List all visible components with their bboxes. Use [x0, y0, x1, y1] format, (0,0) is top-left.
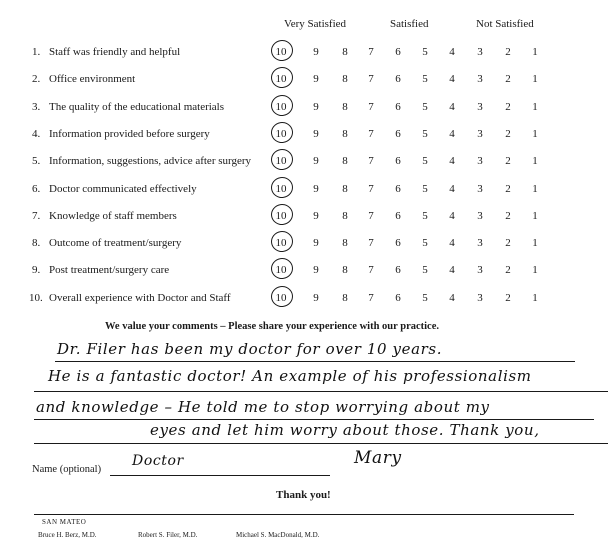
score-option-2[interactable]: 2: [505, 46, 511, 58]
score-option-6[interactable]: 6: [395, 101, 401, 113]
score-option-8[interactable]: 8: [342, 73, 348, 85]
satisfied-label: Satisfied: [390, 18, 429, 30]
rating-row: [0, 292, 612, 314]
doctor-name-3: Michael S. MacDonald, M.D.: [236, 531, 320, 539]
score-option-4[interactable]: 4: [449, 210, 455, 222]
score-option-2[interactable]: 2: [505, 183, 511, 195]
score-option-3[interactable]: 3: [477, 73, 483, 85]
item-label: Knowledge of staff members: [49, 210, 177, 222]
rating-row: [0, 101, 612, 123]
score-option-9[interactable]: 9: [313, 264, 319, 276]
item-label: Information, suggestions, advice after surgery: [49, 155, 252, 167]
score-option-4[interactable]: 4: [449, 183, 455, 195]
item-number: 6.: [32, 183, 41, 195]
score-option-6[interactable]: 6: [395, 155, 401, 167]
item-label: Staff was friendly and helpful: [49, 46, 181, 58]
score-option-3[interactable]: 3: [477, 101, 483, 113]
score-option-7[interactable]: 7: [368, 183, 374, 195]
rating-row: [0, 46, 612, 68]
score-option-7[interactable]: 7: [368, 264, 374, 276]
thank-you: Thank you!: [276, 489, 331, 501]
score-option-9[interactable]: 9: [313, 46, 319, 58]
score-option-10[interactable]: 10: [275, 210, 287, 222]
score-option-1[interactable]: 1: [532, 155, 538, 167]
score-option-3[interactable]: 3: [477, 264, 483, 276]
score-option-5[interactable]: 5: [422, 237, 428, 249]
selected-circle-mark: [270, 230, 295, 254]
score-option-2[interactable]: 2: [505, 73, 511, 85]
score-option-6[interactable]: 6: [395, 183, 401, 195]
score-option-1[interactable]: 1: [532, 101, 538, 113]
score-option-4[interactable]: 4: [449, 46, 455, 58]
score-option-1[interactable]: 1: [532, 128, 538, 140]
score-option-9[interactable]: 9: [313, 155, 319, 167]
score-option-6[interactable]: 6: [395, 46, 401, 58]
score-option-7[interactable]: 7: [368, 73, 374, 85]
item-label: Outcome of treatment/surgery: [49, 237, 182, 249]
score-option-7[interactable]: 7: [368, 237, 374, 249]
score-option-3[interactable]: 3: [477, 210, 483, 222]
office-location: SAN MATEO: [42, 518, 87, 526]
score-option-8[interactable]: 8: [342, 210, 348, 222]
score-option-10[interactable]: 10: [275, 155, 287, 167]
rating-row: [0, 73, 612, 95]
item-number: 9.: [32, 264, 41, 276]
selected-circle-mark: [270, 176, 295, 200]
score-option-9[interactable]: 9: [313, 73, 319, 85]
item-number: 2.: [32, 73, 41, 85]
score-option-4[interactable]: 4: [449, 73, 455, 85]
score-option-4[interactable]: 4: [449, 237, 455, 249]
score-option-3[interactable]: 3: [477, 237, 483, 249]
score-option-7[interactable]: 7: [368, 46, 374, 58]
rating-row: [0, 128, 612, 150]
comment-rule-3: [34, 419, 594, 420]
doctor-name-2: Robert S. Filer, M.D.: [138, 531, 198, 539]
score-option-10[interactable]: 10: [275, 264, 287, 276]
score-option-4[interactable]: 4: [449, 101, 455, 113]
score-option-9[interactable]: 9: [313, 101, 319, 113]
score-option-6[interactable]: 6: [395, 292, 401, 304]
item-number: 1.: [32, 46, 41, 58]
score-option-3[interactable]: 3: [477, 128, 483, 140]
comment-line-3: and knowledge – He told me to stop worrying about my: [36, 398, 490, 416]
score-option-4[interactable]: 4: [449, 128, 455, 140]
item-number: 10.: [29, 292, 43, 304]
comment-line-1: Dr. Filer has been my doctor for over 10 years.: [57, 340, 443, 358]
score-option-9[interactable]: 9: [313, 210, 319, 222]
selected-circle-mark: [270, 285, 295, 309]
score-option-3[interactable]: 3: [477, 46, 483, 58]
score-option-1[interactable]: 1: [532, 46, 538, 58]
score-option-5[interactable]: 5: [422, 73, 428, 85]
score-option-6[interactable]: 6: [395, 264, 401, 276]
item-number: 7.: [32, 210, 41, 222]
score-option-3[interactable]: 3: [477, 155, 483, 167]
score-option-8[interactable]: 8: [342, 183, 348, 195]
score-option-2[interactable]: 2: [505, 128, 511, 140]
score-option-10[interactable]: 10: [275, 183, 287, 195]
score-option-5[interactable]: 5: [422, 183, 428, 195]
selected-circle-mark: [270, 121, 295, 145]
rating-row: [0, 155, 612, 177]
item-number: 8.: [32, 237, 41, 249]
comment-rule-1: [55, 361, 575, 362]
score-option-8[interactable]: 8: [342, 264, 348, 276]
score-option-10[interactable]: 10: [275, 128, 287, 140]
comment-line-2: He is a fantastic doctor! An example of his professionalism: [48, 367, 532, 385]
not-satisfied-label: Not Satisfied: [476, 18, 534, 30]
score-option-3[interactable]: 3: [477, 292, 483, 304]
comments-prompt: We value your comments – Please share your experience with our practice.: [105, 321, 440, 332]
score-option-10[interactable]: 10: [275, 73, 287, 85]
score-option-7[interactable]: 7: [368, 292, 374, 304]
name-label: Name (optional): [32, 464, 102, 475]
rating-row: [0, 183, 612, 205]
rating-row: [0, 237, 612, 259]
score-option-7[interactable]: 7: [368, 210, 374, 222]
score-option-4[interactable]: 4: [449, 264, 455, 276]
score-option-8[interactable]: 8: [342, 155, 348, 167]
score-option-7[interactable]: 7: [368, 101, 374, 113]
item-label: Overall experience with Doctor and Staff: [49, 292, 231, 304]
rating-row: [0, 210, 612, 232]
score-option-9[interactable]: 9: [313, 292, 319, 304]
score-option-1[interactable]: 1: [532, 73, 538, 85]
name-value: Doctor: [132, 453, 184, 469]
score-option-2[interactable]: 2: [505, 292, 511, 304]
item-label: Post treatment/surgery care: [49, 264, 170, 276]
selected-circle-mark: [270, 66, 295, 90]
score-option-6[interactable]: 6: [395, 210, 401, 222]
score-option-1[interactable]: 1: [532, 210, 538, 222]
score-option-10[interactable]: 10: [275, 101, 287, 113]
footer-rule: [34, 514, 574, 515]
item-number: 4.: [32, 128, 41, 140]
score-option-8[interactable]: 8: [342, 101, 348, 113]
score-option-1[interactable]: 1: [532, 292, 538, 304]
score-option-5[interactable]: 5: [422, 292, 428, 304]
doctor-name-1: Bruce H. Berz, M.D.: [38, 531, 97, 539]
score-option-4[interactable]: 4: [449, 292, 455, 304]
selected-circle-mark: [270, 257, 295, 281]
score-option-2[interactable]: 2: [505, 210, 511, 222]
score-option-2[interactable]: 2: [505, 155, 511, 167]
comment-rule-2: [34, 391, 608, 392]
signature: Mary: [354, 448, 402, 468]
score-option-2[interactable]: 2: [505, 264, 511, 276]
score-option-5[interactable]: 5: [422, 46, 428, 58]
score-option-2[interactable]: 2: [505, 101, 511, 113]
score-option-10[interactable]: 10: [275, 237, 287, 249]
score-option-5[interactable]: 5: [422, 210, 428, 222]
score-option-6[interactable]: 6: [395, 128, 401, 140]
score-option-8[interactable]: 8: [342, 237, 348, 249]
score-option-5[interactable]: 5: [422, 101, 428, 113]
rating-row: [0, 264, 612, 286]
score-option-10[interactable]: 10: [275, 292, 287, 304]
score-option-8[interactable]: 8: [342, 128, 348, 140]
item-label: Office environment: [49, 73, 136, 85]
score-option-9[interactable]: 9: [313, 183, 319, 195]
score-option-1[interactable]: 1: [532, 237, 538, 249]
selected-circle-mark: [270, 94, 295, 118]
comment-rule-4: [34, 443, 608, 444]
score-option-1[interactable]: 1: [532, 264, 538, 276]
score-option-5[interactable]: 5: [422, 264, 428, 276]
score-option-3[interactable]: 3: [477, 183, 483, 195]
item-label: The quality of the educational materials: [49, 101, 225, 113]
score-option-4[interactable]: 4: [449, 155, 455, 167]
score-option-8[interactable]: 8: [342, 292, 348, 304]
selected-circle-mark: [270, 39, 295, 63]
selected-circle-mark: [270, 148, 295, 172]
score-option-9[interactable]: 9: [313, 237, 319, 249]
score-option-7[interactable]: 7: [368, 155, 374, 167]
score-option-9[interactable]: 9: [313, 128, 319, 140]
comment-line-4: eyes and let him worry about those. Thank you,: [150, 421, 540, 439]
score-option-5[interactable]: 5: [422, 128, 428, 140]
score-option-7[interactable]: 7: [368, 128, 374, 140]
name-rule: [110, 475, 330, 476]
item-label: Doctor communicated effectively: [49, 183, 197, 195]
item-number: 5.: [32, 155, 41, 167]
score-option-5[interactable]: 5: [422, 155, 428, 167]
score-option-6[interactable]: 6: [395, 237, 401, 249]
item-number: 3.: [32, 101, 41, 113]
score-option-10[interactable]: 10: [275, 46, 287, 58]
score-option-6[interactable]: 6: [395, 73, 401, 85]
item-label: Information provided before surgery: [49, 128, 210, 140]
selected-circle-mark: [270, 203, 295, 227]
score-option-8[interactable]: 8: [342, 46, 348, 58]
very-satisfied-label: Very Satisfied: [284, 18, 347, 30]
score-option-1[interactable]: 1: [532, 183, 538, 195]
score-option-2[interactable]: 2: [505, 237, 511, 249]
